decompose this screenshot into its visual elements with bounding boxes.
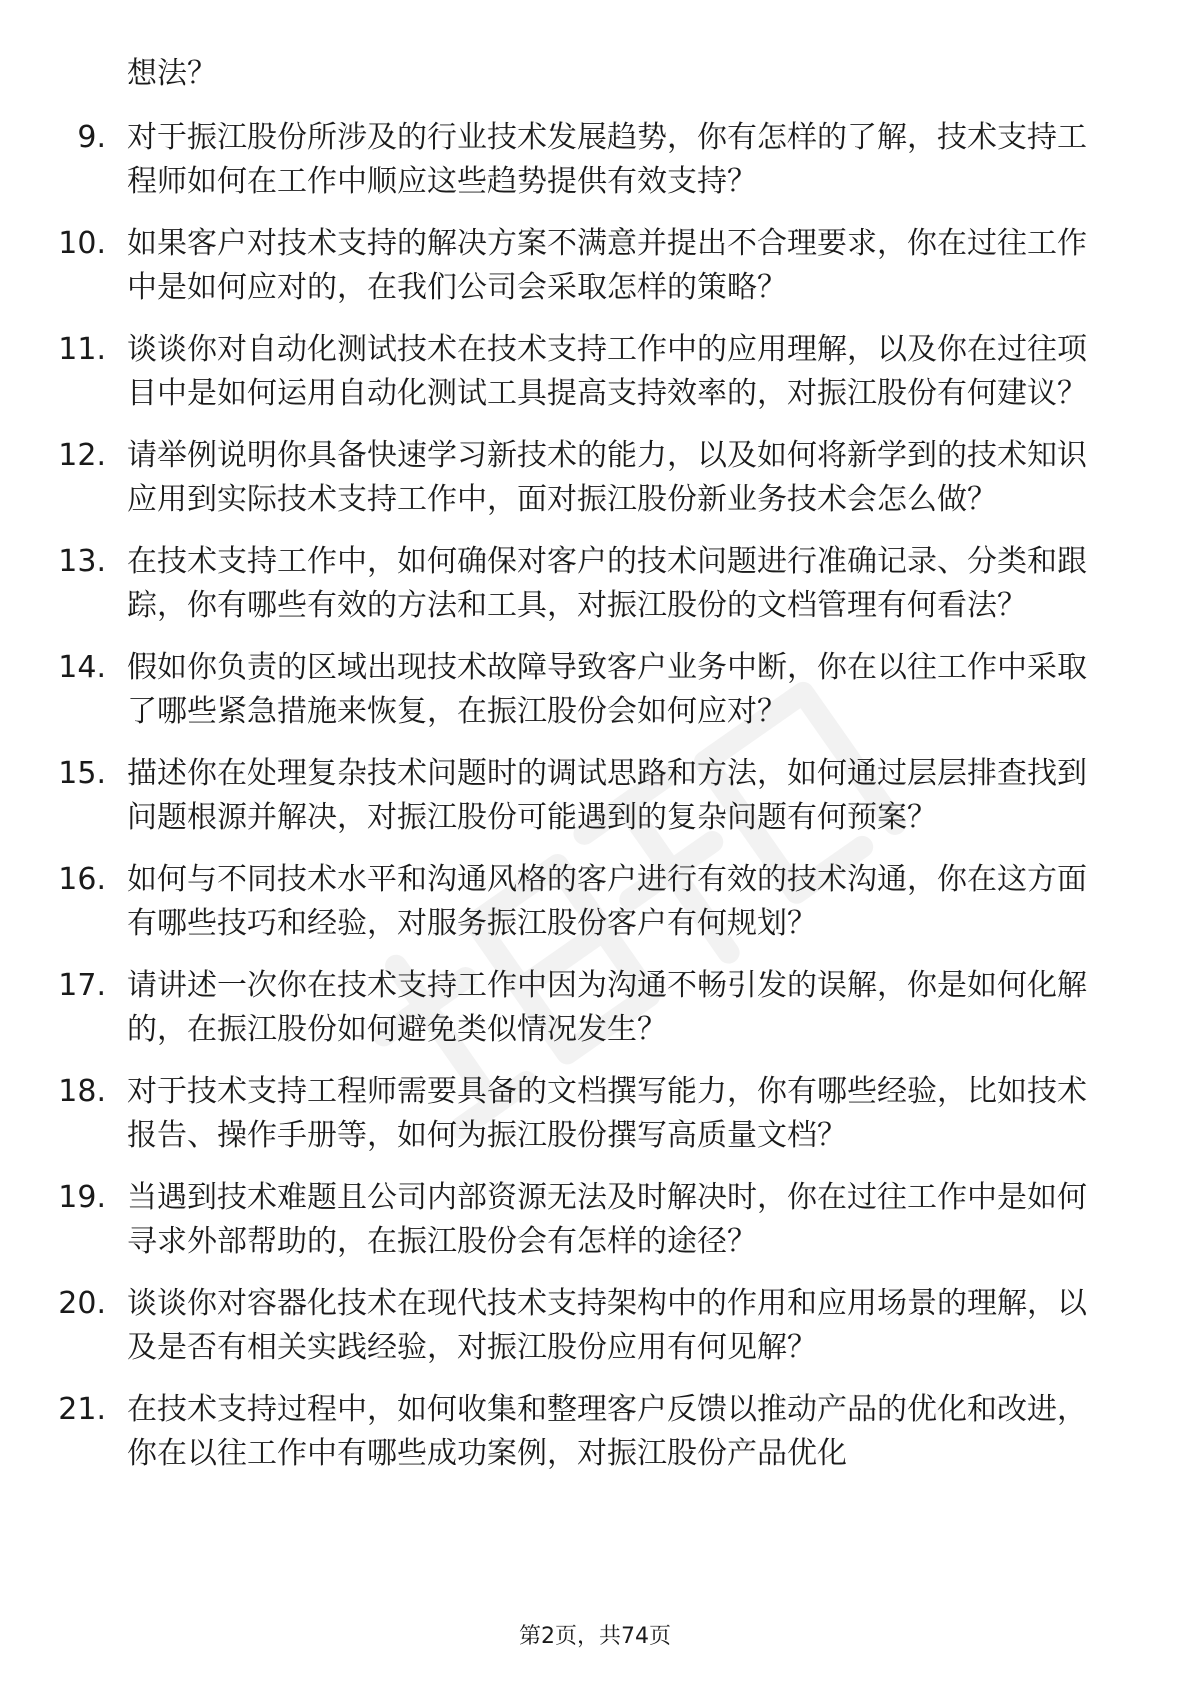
question-text: 当遇到技术难题且公司内部资源无法及时解决时，你在过往工作中是如何寻求外部帮助的，在振江股份会有怎样的途径？ <box>127 1180 1087 1259</box>
question-text: 请讲述一次你在技术支持工作中因为沟通不畅引发的误解，你是如何化解的，在振江股份如何避免类似情况发生？ <box>127 968 1087 1047</box>
question-text: 如果客户对技术支持的解决方案不满意并提出不合理要求，你在过往工作中是如何应对的，在我们公司会采取怎样的策略？ <box>127 226 1087 305</box>
list-item <box>0 858 1107 946</box>
list-item <box>0 1070 1107 1158</box>
question-number: 19. <box>58 1180 106 1215</box>
question-text: 在技术支持工作中，如何确保对客户的技术问题进行准确记录、分类和跟踪，你有哪些有效的方法和工具，对振江股份的文档管理有何看法？ <box>127 544 1087 623</box>
question-number: 10. <box>58 226 106 261</box>
question-text: 对于技术支持工程师需要具备的文档撰写能力，你有哪些经验，比如技术报告、操作手册等，如何为振江股份撰写高质量文档？ <box>127 1074 1087 1153</box>
question-number: 20. <box>58 1286 106 1321</box>
question-number: 14. <box>58 650 106 685</box>
continued-text: 想法？ <box>127 56 217 91</box>
question-number: 16. <box>58 862 106 897</box>
question-text: 谈谈你对容器化技术在现代技术支持架构中的作用和应用场景的理解，以及是否有相关实践经验，对振江股份应用有何见解？ <box>127 1286 1087 1365</box>
question-number: 17. <box>58 968 106 1003</box>
list-item <box>0 752 1107 840</box>
list-item <box>0 116 1107 204</box>
question-number: 21. <box>58 1392 106 1427</box>
question-text: 如何与不同技术水平和沟通风格的客户进行有效的技术沟通，你在这方面有哪些技巧和经验，对服务振江股份客户有何规划？ <box>127 862 1087 941</box>
page-footer: 第2页，共74页 <box>519 1624 671 1649</box>
list-item <box>0 1388 1107 1476</box>
question-text: 谈谈你对自动化测试技术在技术支持工作中的应用理解，以及你在过往项目中是如何运用自动化测试工具提高支持效率的，对振江股份有何建议？ <box>127 332 1087 411</box>
question-text: 对于振江股份所涉及的行业技术发展趋势，你有怎样的了解，技术支持工程师如何在工作中顺应这些趋势提供有效支持？ <box>127 120 1087 199</box>
list-item <box>0 1176 1107 1264</box>
question-number: 12. <box>58 438 106 473</box>
question-text: 假如你负责的区域出现技术故障导致客户业务中断，你在以往工作中采取了哪些紧急措施来恢复，在振江股份会如何应对？ <box>127 650 1087 729</box>
question-number: 9. <box>77 120 106 155</box>
question-list <box>0 116 1190 1494</box>
list-item <box>0 434 1107 522</box>
list-item <box>0 222 1107 310</box>
question-number: 15. <box>58 756 106 791</box>
list-item <box>0 964 1107 1052</box>
list-item <box>0 1282 1107 1370</box>
list-item <box>0 540 1107 628</box>
question-number: 13. <box>58 544 106 579</box>
list-item <box>0 646 1107 734</box>
question-text: 在技术支持过程中，如何收集和整理客户反馈以推动产品的优化和改进，你在以往工作中有哪些成功案例，对振江股份产品优化 <box>127 1392 1087 1471</box>
question-text: 描述你在处理复杂技术问题时的调试思路和方法，如何通过层层排查找到问题根源并解决，对振江股份可能遇到的复杂问题有何预案？ <box>127 756 1087 835</box>
question-text: 请举例说明你具备快速学习新技术的能力，以及如何将新学到的技术知识应用到实际技术支持工作中，面对振江股份新业务技术会怎么做？ <box>127 438 1087 517</box>
list-item <box>0 328 1107 416</box>
question-number: 11. <box>58 332 106 367</box>
question-number: 18. <box>58 1074 106 1109</box>
